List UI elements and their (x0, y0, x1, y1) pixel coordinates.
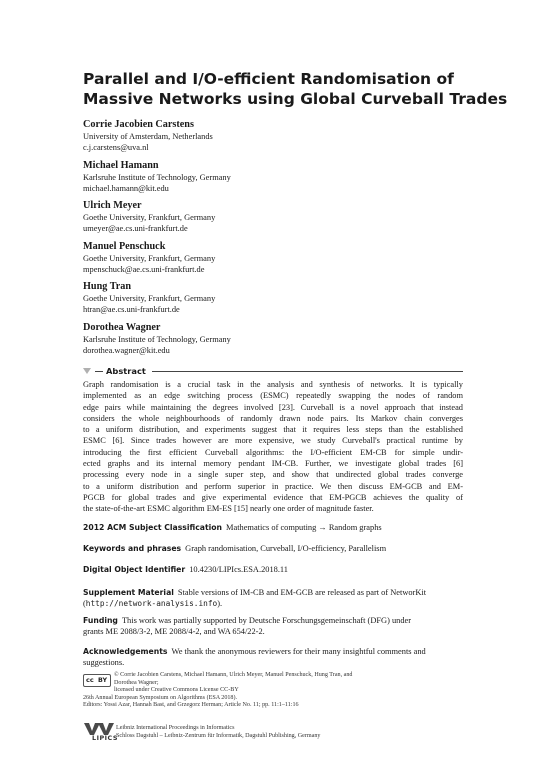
author-block (83, 241, 463, 282)
doi-link[interactable]: 10.4230/LIPIcs.ESA.2018.11 (189, 565, 288, 574)
triangle-marker-icon (83, 368, 91, 374)
author-name: Ulrich Meyer (83, 200, 142, 211)
abstract-line: processing every node in a single super step, and show that undirected global trades converge (83, 470, 463, 480)
supplement-url-link[interactable]: http://network-analysis.info (85, 599, 218, 609)
author-email: c.j.carstens@uva.nl (83, 143, 149, 152)
supplement-paren-close: ). (217, 599, 223, 609)
author-affiliation: Karlsruhe Institute of Technology, Germany (83, 172, 231, 182)
ccs-section (83, 522, 463, 533)
abstract-line: the state-of-the-art ESMC algorithm EM-ES [15] nearly one order of magnitude faster. (83, 504, 374, 514)
abstract-line: ected graphs and its internal memory pendant IM-CB. Further, we investigate global trades [6] (83, 459, 463, 469)
funding-text-cont: grants ME 2088/3-2, ME 2088/4-2, and WA 654/22-2. (83, 627, 265, 637)
author-affiliation: Goethe University, Frankfurt, Germany (83, 253, 216, 263)
abstract-line: PGCB for global trades and give experimental evidence that EM-PGCB achieves the quality of (83, 492, 463, 502)
abstract-line: ESMC [6]. Since trades however are more expensive, we study Curveball's practical runtime by (83, 436, 463, 446)
cc-badge-left: cc (86, 676, 94, 684)
author-block (83, 322, 463, 363)
author-email: dorothea.wagner@kit.edu (83, 345, 170, 355)
author-affiliation: Karlsruhe Institute of Technology, Germany (83, 334, 231, 344)
author-block (83, 200, 463, 241)
author-name: Corrie Jacobien Carstens (83, 119, 194, 130)
supplement-section (83, 587, 463, 610)
abstract-rule-right (152, 371, 463, 372)
supplement-label: Supplement Material (83, 588, 174, 597)
author-email: michael.hamann@kit.edu (83, 183, 169, 193)
supplement-text: Stable versions of IM-CB and EM-GCB are released as part of NetworKit (177, 588, 427, 597)
funding-label: Funding (83, 616, 118, 625)
author-block (83, 160, 463, 201)
ccs-label: 2012 ACM Subject Classification (83, 523, 223, 532)
author-name: Manuel Penschuck (83, 240, 166, 252)
keywords-label: Keywords and phrases (83, 544, 182, 553)
supplement-paren-open: ( (83, 599, 86, 609)
cc-by-license-icon[interactable] (83, 674, 111, 687)
author-list (83, 119, 463, 362)
acknowledgements-text: We thank the anonymous reviewers for their many insightful comments and (171, 647, 426, 656)
copyright-line: © Corrie Jacobien Carstens, Michael Hamann, Ulrich Meyer, Manuel Penschuck, Hung Tran, and (114, 672, 353, 678)
copyright-line: Dorothea Wagner; (114, 679, 159, 686)
abstract-line: considers the whole neighbourhoods of randomly drawn node pairs. Its Markov chain converges (83, 413, 463, 423)
acknowledgements-section (83, 646, 463, 669)
author-email: htran@ae.cs.uni-frankfurt.de (83, 305, 180, 314)
author-name: Hung Tran (83, 281, 132, 292)
lipics-wordmark: LIPICS (92, 734, 118, 742)
paper-title (83, 69, 508, 109)
title-line-1: Parallel and I/O-efficient Randomisation of (83, 70, 454, 88)
author-block (83, 119, 463, 160)
acknowledgements-label: Acknowledgements (83, 647, 168, 656)
keywords-text: Graph randomisation, Curveball, I/O-efficiency, Parallelism (185, 544, 387, 553)
author-affiliation: Goethe University, Frankfurt, Germany (83, 213, 216, 222)
funding-text: This work was partially supported by Deutsche Forschungsgemeinschaft (DFG) under (121, 616, 412, 625)
editors-line: Editors: Yossi Azar, Hannah Bast, and Grzegorz Herman; Article No. 11; pp. 11:1–11:16 (83, 702, 299, 709)
abstract-line: edge pairs while maintaining the degrees involved [23]. Curveball is a novel approach that instead (83, 402, 463, 412)
author-email: mpenschuck@ae.cs.uni-frankfurt.de (83, 264, 205, 274)
conference-line: 26th Annual European Symposium on Algorithms (ESA 2018). (83, 694, 238, 701)
author-block (83, 281, 463, 322)
author-affiliation: University of Amsterdam, Netherlands (83, 132, 213, 141)
conference-info (83, 695, 299, 710)
copyright-notice (114, 672, 352, 695)
abstract-line: implemented as an edge switching process (ESMC) repeatedly swapping the nodes of random (83, 391, 463, 401)
author-name: Dorothea Wagner (83, 321, 161, 333)
abstract-body (83, 379, 463, 515)
lipics-info (116, 725, 320, 740)
abstract-line: Graph randomisation is a crucial task in the analysis and synthesis of networks. It is typically (83, 380, 463, 389)
author-name: Michael Hamann (83, 159, 159, 171)
title-line-2: Massive Networks using Global Curveball Trades (83, 90, 508, 108)
cc-badge-right: BY (98, 677, 108, 684)
funding-section (83, 615, 463, 638)
author-email: umeyer@ae.cs.uni-frankfurt.de (83, 224, 188, 233)
abstract-line: to a uniform distribution, and experiments suggest that it requires less steps than the established (83, 425, 463, 435)
license-line: licensed under Creative Commons License CC-BY (114, 687, 239, 694)
acknowledgements-text-cont: suggestions. (83, 658, 125, 668)
abstract-heading-label: Abstract (106, 366, 146, 376)
doi-section (83, 564, 463, 575)
abstract-line: to a uniform distribution and perform superior in practice. We then discuss EM-GCB and EM- (83, 481, 463, 491)
doi-label: Digital Object Identifier (83, 565, 186, 574)
publisher-line: Schloss Dagstuhl – Leibniz-Zentrum für Informatik, Dagstuhl Publishing, Germany (116, 732, 321, 739)
keywords-section (83, 543, 463, 554)
abstract-line: introducing the first efficient Curveball algorithms: the I/O-efficient EM-CB for simple undir- (83, 447, 463, 457)
abstract-rule-left (95, 371, 103, 372)
lipics-line: Leibniz International Proceedings in Informatics (116, 725, 235, 731)
author-affiliation: Goethe University, Frankfurt, Germany (83, 294, 216, 303)
abstract-heading (83, 366, 463, 378)
ccs-text: Mathematics of computing → Random graphs (226, 523, 382, 532)
